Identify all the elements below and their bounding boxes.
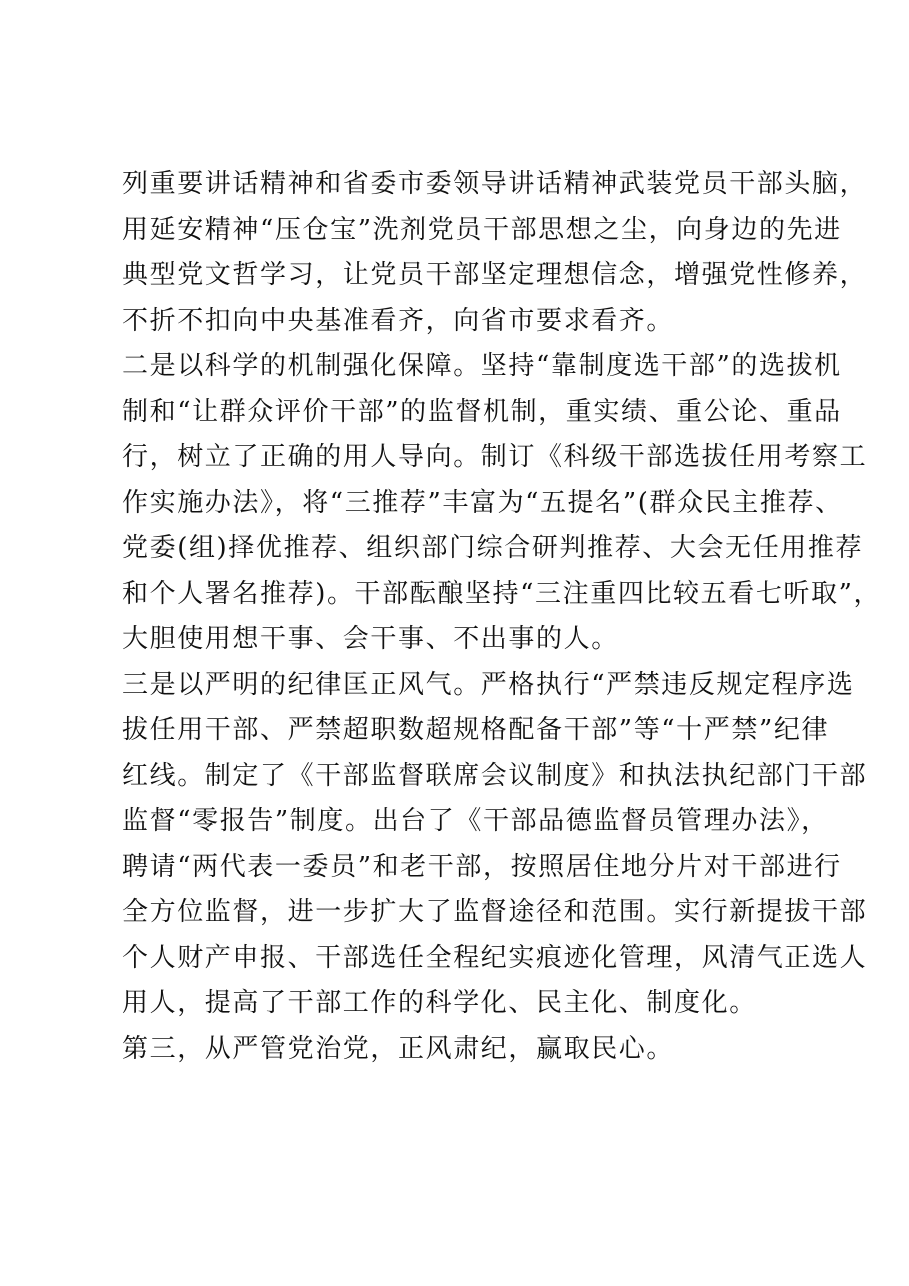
text-line: 第三，从严管党治党，正风肃纪，赢取民心。 bbox=[122, 1033, 675, 1064]
text-line: 不折不扣向中央基准看齐，向省市要求看齐。 bbox=[122, 305, 675, 336]
text-line: 二是以科学的机制强化保障。坚持“靠制度选干部”的选拔机 bbox=[122, 351, 842, 381]
text-line: 用人，提高了干部工作的科学化、民主化、制度化。 bbox=[122, 988, 757, 1018]
text-line: 制和“让群众评价干部”的监督机制，重实绩、重公论、重品 bbox=[122, 396, 842, 427]
text-line: 行，树立了正确的用人导向。制订《科级干部选拔任用考察工 bbox=[122, 442, 868, 472]
text-line: 监督“零报告”制度。出台了《干部品德监督员管理办法》， bbox=[122, 806, 829, 836]
text-line: 个人财产申报、干部选任全程纪实痕迹化管理，风清气正选人 bbox=[122, 942, 868, 973]
text-line: 党委(组)择优推荐、组织部门综合研判推荐、大会无任用推荐 bbox=[122, 533, 864, 563]
text-line: 大胆使用想干事、会干事、不出事的人。 bbox=[122, 624, 619, 654]
text-line: 和个人署名推荐)。干部酝酿坚持“三注重四比较五看七听取”， bbox=[122, 578, 882, 609]
text-line: 拔任用干部、严禁超职数超规格配备干部”等“十严禁”纪律 bbox=[122, 715, 830, 745]
text-line: 典型党文哲学习，让党员干部坚定理想信念，增强党性修养， bbox=[122, 260, 868, 290]
body-text bbox=[122, 162, 882, 1072]
text-line: 三是以严明的纪律匡正风气。严格执行“严禁违反规定程序选 bbox=[122, 669, 855, 700]
text-line: 用延安精神“压仓宝”洗剂党员干部思想之尘，向身边的先进 bbox=[122, 214, 842, 245]
text-line: 列重要讲话精神和省委市委领导讲话精神武装党员干部头脑， bbox=[122, 169, 868, 199]
text-line: 红线。制定了《干部监督联席会议制度》和执法执纪部门干部 bbox=[122, 760, 868, 791]
text-line: 聘请“两代表一委员”和老干部，按照居住地分片对干部进行 bbox=[122, 851, 842, 882]
text-line: 作实施办法》，将“三推荐”丰富为“五提名”(群众民主推荐、 bbox=[122, 487, 843, 518]
text-line: 全方位监督，进一步扩大了监督途径和范围。实行新提拔干部 bbox=[122, 897, 868, 927]
